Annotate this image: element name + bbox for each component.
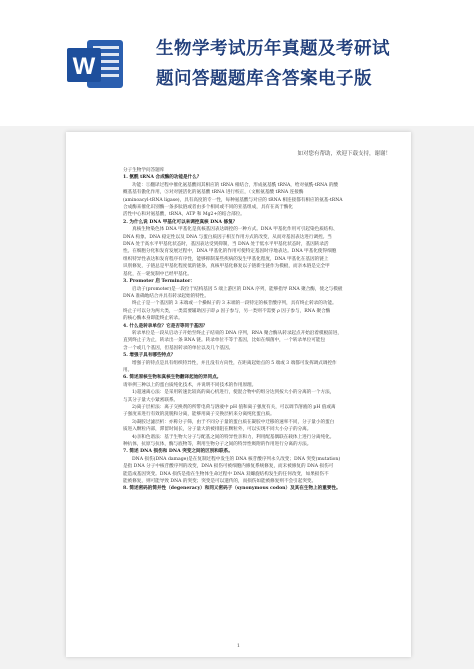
header-note: 如对您有帮助，欢迎下载支持，谢谢！ xyxy=(297,151,391,157)
text-line: 概基基有傲化作用，⑤对对链活化的氨基酸 tRNA 进行校正，（文框氨基酸 tRNA 连接酶 xyxy=(123,190,304,196)
text-line: 直到终止子为止，转录出一条 RNA 链。转录单位不等于基因，比如在细菌中，一个转录单位可能包 xyxy=(123,338,326,344)
question-heading: 3. Promoter 启 Terminator： xyxy=(123,279,195,285)
text-line: 增强子的特点是具有组织特异性，并且没有方向性，在距离起始点的 5 端或 3 端都可发挥调式调控作 xyxy=(132,360,337,366)
text-line: 启动子(promoter)是一段位于结构基因 5 端上游区的 DNA 序列，能够指导 RNA 聚合酶，使之与模板 xyxy=(132,286,343,292)
text-line: 子强度来进行有效的洗脱和分离，能够用离子交换层析来分离纯化蛋白质。 xyxy=(123,412,275,418)
question-heading: 2. 为什么说 DNA 甲基化可以来调控真核 DNA 修复？ xyxy=(123,219,238,225)
text-line: 转录单位是一段从启动子开始至终止子结束的 DNA 序列，RNA 聚合酶从转录起点开始沿着模板前进， xyxy=(132,330,342,336)
text-line: 功能：①翻译过程中催化氨基酸同其相应的 tRNA 相结合，形成氨基酰 tRNA，给对氨酰-tRNA 的酸 xyxy=(132,182,339,188)
question-heading: 4. 什么是转录单位？它是否等同于基因？ xyxy=(123,323,208,329)
question-heading: 1. 氨酰 tRNA 合成酶的功能是什么？ xyxy=(123,175,202,181)
text-line: 终止子是一个基因的 3 末端或一个操纵子的 3 末端的一段特定的核苷酸序列，具有终止转录的功能。 xyxy=(132,301,337,307)
text-line: 种抗体，抗原与抗体，酶与底物等，利用生物分子之间的特异性吸附的作用进行分离的方法。 xyxy=(123,442,312,448)
text-line: 请举例三种以上的蛋白质纯化技术，并说明不同技术的作用原理。 xyxy=(123,382,257,388)
text-line: 合成酶来催化识别酶一条多肽链或者由多个相同或不同的亚基组成，具有在高于酶化 xyxy=(123,205,293,211)
title-line-2: 题问答题题库含答案电子版 xyxy=(156,69,372,89)
text-line: 识别修复，子链总是甲基化程度低的链条，真核甲基化修复以子链新生链作为模板，而亲本链是完全甲 xyxy=(123,264,330,270)
text-line: 1)超速离心法：是采用转速比较高的离心机进行，使混合物中的组分达到按大小的分离的一个方法， xyxy=(132,390,335,396)
text-line: 性。在细胞分化和发育发展过程中，DNA 甲基化的作用可使特定基因时序地表达。DNA 甲基化使得细胞 xyxy=(123,249,337,255)
question-heading: 5. 增强子具有哪些特点？ xyxy=(123,353,176,359)
text-line: DNA 损伤(DNA damage)是在复制过程中发生的 DNA 核苷酸序列永久改变；DNA 突变(mutation) xyxy=(132,456,341,462)
text-line: 与其分子量大小紧密联系。 xyxy=(123,397,179,403)
word-document-icon xyxy=(67,36,127,92)
text-line: 组织特异性表达和发育程序有序性，能够抑制某些疾病的发生甲基化程度，DNA 甲基化在基因的链上 xyxy=(123,256,329,262)
text-line: (aminoacyl-tRNA ligase)，具有高度的专一性，每种氨基酸与对应的 tRNA 相连接都有相应的氨基-tRNA xyxy=(123,197,343,203)
question-heading: 6. 简述原核生物和真核生物翻译起始的异同点。 xyxy=(123,375,222,381)
text-line: 4)亲和色谱法：基于生物大分子与配基之间的特异性亲和力，利用配基偶联在载体上进行分离纯化。 xyxy=(132,434,335,440)
text-line: 2)离子层析法：离子交换剂的所带电荷与溶液中 pH 值和离子强度有关，可以调节溶液的 pH 值或离 xyxy=(132,405,336,410)
title-line-1: 生物学考试历年真题及考研试 xyxy=(156,39,390,59)
banner-title xyxy=(156,34,456,94)
banner xyxy=(0,0,474,126)
text-line: 活性中心和对氨基酸，tRNA，ATP 和 Mg2+的结合部位。 xyxy=(123,212,245,218)
text-line: 能被修复，则可能导致 DNA 的突变；突变是可以遗传的，而损伤如能被修复则不会引起突变。 xyxy=(123,479,317,485)
text-line: 3)凝胶过滤层析：亦称分子筛，由于不同分子量的蛋白质在凝胶中迁移的速率不同，分子量小的蛋白 xyxy=(132,419,335,425)
question-heading: 8. 简述密码的简并性（degeneracy）和同义密码子（synonymous codon）及其在生物上的重要性。 xyxy=(123,486,341,492)
text-line: 能造成基因突变。DNA 损伤是指在生物体生命过程中 DNA 双螺旋结构发生的任何改变，如果损伤不 xyxy=(123,471,329,477)
word-icon-letter: W xyxy=(72,53,96,80)
text-line: 真核生物染色体 DNA 甲基化是真核基因表达调控的一种方式。DNA 甲基化作用可引起染色质结构、 xyxy=(132,227,338,233)
question-heading: 7. 简述 DNA 损伤和 DNA 突变之间的区别和联系。 xyxy=(123,449,233,455)
text-line: DNA 构象、DNA 稳定性以及 DNA 与蛋白质因子相互作用方式的改变，从而对基因表达进行调控。当 xyxy=(123,234,332,240)
text-line: 终止子可以分为两大类，一类需要辅助因子即 ρ 因子参与，另一类则不需要 ρ 因子参与，RNA 聚合酶 xyxy=(123,308,331,314)
text-line: 含一个或几个基因，但基因转录的单位以及几个基因。 xyxy=(123,345,234,351)
text-line: 是指 DNA 分子中核苷酸序列的改变，DNA 损伤可被细胞内修复系统修复，而未被修复的 DNA 损伤可 xyxy=(123,464,334,470)
text-line: 基化，在一轮复制中已经甲基化。 xyxy=(123,271,192,277)
text-line: 质进入颗粒内部，滞留时间长，分子量大的被排阻在颗粒外，可以实现不同大小分子的分离。 xyxy=(123,427,312,433)
text-line: 分子生物学问答题库 xyxy=(123,168,165,173)
document-body xyxy=(123,167,386,493)
text-line: 用。 xyxy=(123,367,133,373)
text-line: DNA 准确地结合并具有转录起始的特性。 xyxy=(123,293,209,299)
document-page xyxy=(66,132,411,657)
page-number: 1 xyxy=(236,643,241,649)
text-line: 的核心酶本身即能终止转录。 xyxy=(123,316,183,322)
text-line: DNA 处于高水平甲基化状态时，基因表达受到抑制，当 DNA 处于低水平甲基化状态时，基因转录活 xyxy=(123,242,329,248)
